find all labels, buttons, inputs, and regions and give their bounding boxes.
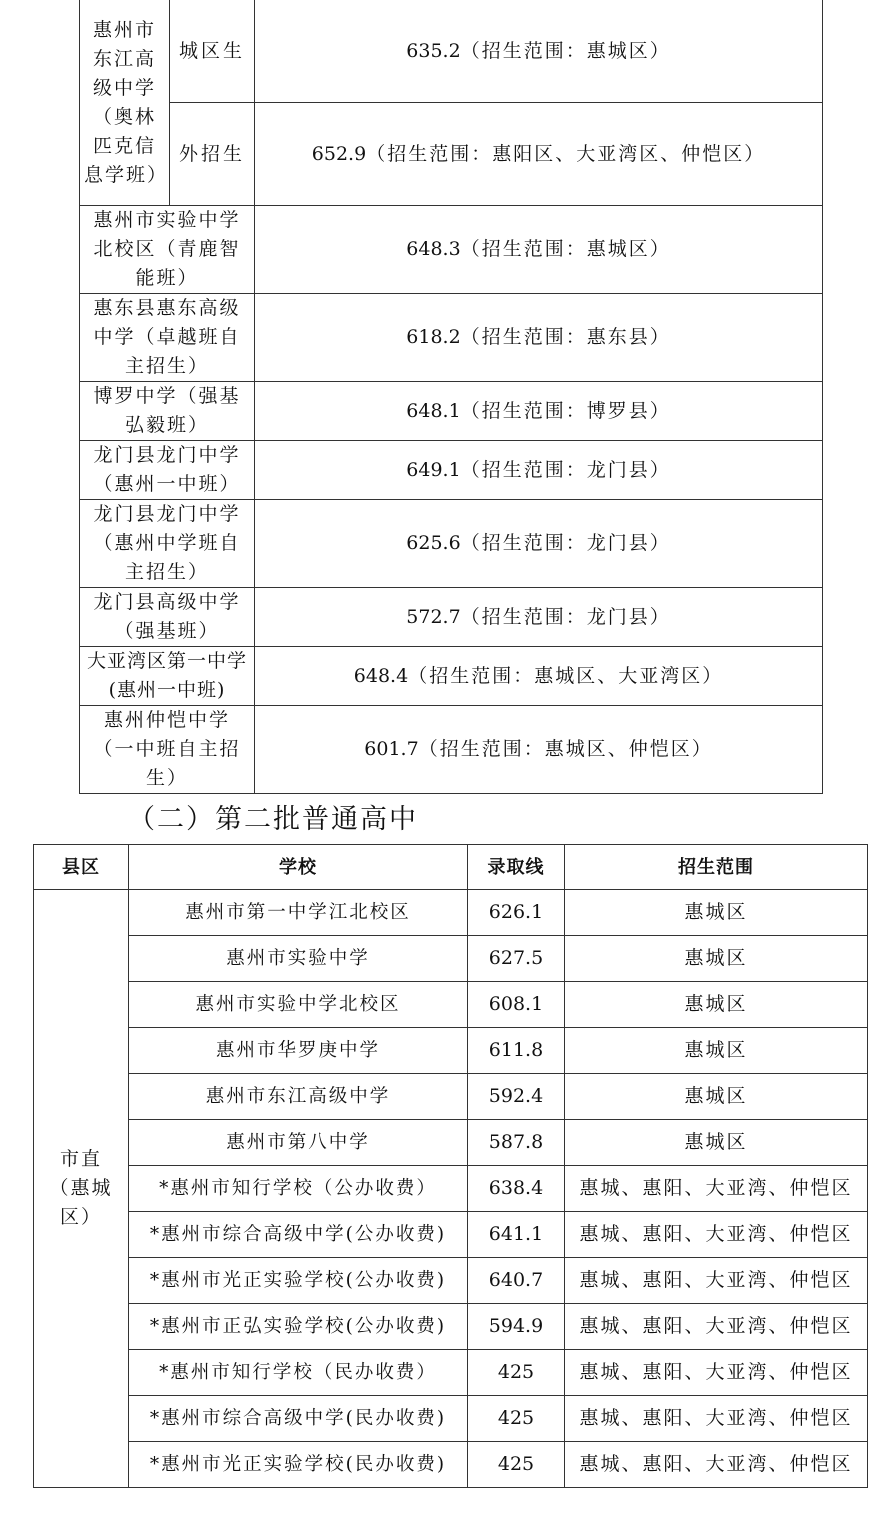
- range-text: （招生范围：龙门县）: [460, 605, 671, 628]
- range-text: （招生范围：惠城区、仲恺区）: [418, 738, 713, 760]
- score-value: 652.9: [311, 142, 367, 165]
- school-cell: 惠州市第一中学江北校区: [129, 890, 468, 936]
- range-text: （招生范围：惠城区、大亚湾区）: [408, 664, 724, 687]
- range-cell: 惠城区: [565, 1120, 868, 1166]
- score-value: 635.2: [406, 39, 461, 62]
- school-name-cell: 惠东县惠东高级中学（卓越班自主招生）: [80, 294, 255, 382]
- range-text: （招生范围：博罗县）: [460, 399, 671, 422]
- table-row: [80, 103, 823, 206]
- header-row: [34, 845, 868, 890]
- score-cell: 425: [468, 1396, 565, 1442]
- range-text: （招生范围：龙门县）: [460, 532, 671, 554]
- score-cell: 425: [468, 1350, 565, 1396]
- school-cell: 惠州市华罗庚中学: [129, 1028, 468, 1074]
- range-cell: 惠城、惠阳、大亚湾、仲恺区: [565, 1396, 868, 1442]
- score-cell: 638.4: [468, 1166, 565, 1212]
- score-range-cell: [255, 588, 823, 647]
- table-row: [34, 1120, 868, 1166]
- header-score: 录取线: [468, 845, 565, 890]
- score-cell: 626.1: [468, 890, 565, 936]
- score-value: 572.7: [406, 605, 461, 628]
- table-row: [34, 1166, 868, 1212]
- school-cell: 惠州市实验中学北校区: [129, 982, 468, 1028]
- school-cell: 惠州市第八中学: [129, 1120, 468, 1166]
- score-value: 648.1: [406, 399, 461, 422]
- table-row: [80, 0, 823, 103]
- school-cell: 惠州市东江高级中学: [129, 1074, 468, 1120]
- score-range-cell: [255, 706, 823, 794]
- score-range-cell: [255, 500, 823, 588]
- table-row: [80, 706, 823, 794]
- table-row: [34, 936, 868, 982]
- range-text: （招生范围：惠阳区、大亚湾区、仲恺区）: [366, 142, 766, 165]
- score-range-cell: [255, 441, 823, 500]
- table-row: [80, 500, 823, 588]
- range-text: （招生范围：惠东县）: [460, 326, 671, 348]
- table-row: [34, 1074, 868, 1120]
- school-name-cell: 龙门县龙门中学（惠州中学班自主招生）: [80, 500, 255, 588]
- table-row: [80, 441, 823, 500]
- score-cell: 587.8: [468, 1120, 565, 1166]
- table-row: [34, 1396, 868, 1442]
- table-row: [34, 1350, 868, 1396]
- score-cell: 592.4: [468, 1074, 565, 1120]
- table-row: [80, 206, 823, 294]
- school-name-cell: 惠州市实验中学北校区（青鹿智能班）: [80, 206, 255, 294]
- range-text: （招生范围：龙门县）: [460, 458, 671, 481]
- category-cell: 城区生: [170, 0, 255, 103]
- school-name-cell: 龙门县高级中学（强基班）: [80, 588, 255, 647]
- section-heading: （二）第二批普通高中: [128, 804, 418, 835]
- school-name-cell: 龙门县龙门中学（惠州一中班）: [80, 441, 255, 500]
- table-row: [34, 1442, 868, 1488]
- table-row: [80, 647, 823, 706]
- table-row: [34, 1212, 868, 1258]
- range-cell: 惠城、惠阳、大亚湾、仲恺区: [565, 1212, 868, 1258]
- score-value: 648.3: [406, 238, 461, 260]
- range-cell: 惠城区: [565, 890, 868, 936]
- range-text: （招生范围：惠城区）: [460, 39, 671, 62]
- range-cell: 惠城、惠阳、大亚湾、仲恺区: [565, 1304, 868, 1350]
- school-cell: *惠州市综合高级中学(公办收费): [129, 1212, 468, 1258]
- range-cell: 惠城区: [565, 1028, 868, 1074]
- score-cell: 627.5: [468, 936, 565, 982]
- score-cell: 611.8: [468, 1028, 565, 1074]
- score-value: 625.6: [406, 532, 461, 554]
- second-batch-table: [33, 844, 868, 1488]
- table-row: [34, 1258, 868, 1304]
- score-cell: 425: [468, 1442, 565, 1488]
- school-cell: *惠州市光正实验学校(公办收费): [129, 1258, 468, 1304]
- score-cell: 594.9: [468, 1304, 565, 1350]
- school-name-cell: 惠州仲恺中学（一中班自主招生）: [80, 706, 255, 794]
- school-name-cell: 大亚湾区第一中学(惠州一中班): [80, 647, 255, 706]
- score-value: 618.2: [406, 326, 461, 348]
- school-cell: *惠州市知行学校（公办收费）: [129, 1166, 468, 1212]
- score-value: 601.7: [364, 738, 419, 760]
- range-cell: 惠城区: [565, 982, 868, 1028]
- school-name-cell: 惠州市东江高级中学（奥林匹克信息学班）: [80, 0, 170, 206]
- county-cell: 市直（惠城区）: [34, 890, 129, 1488]
- table-row: [34, 890, 868, 936]
- table-row: [34, 1304, 868, 1350]
- score-range-cell: [255, 647, 823, 706]
- school-cell: *惠州市正弘实验学校(公办收费): [129, 1304, 468, 1350]
- score-value: 648.4: [353, 664, 409, 687]
- score-value: 649.1: [406, 458, 461, 481]
- score-cell: 608.1: [468, 982, 565, 1028]
- table-row: [34, 1028, 868, 1074]
- score-range-cell: [255, 0, 823, 103]
- table-row: [80, 588, 823, 647]
- category-cell: 外招生: [170, 103, 255, 206]
- range-text: （招生范围：惠城区）: [460, 238, 671, 260]
- range-cell: 惠城区: [565, 936, 868, 982]
- score-range-cell: [255, 382, 823, 441]
- range-cell: 惠城、惠阳、大亚湾、仲恺区: [565, 1442, 868, 1488]
- table-row: [34, 982, 868, 1028]
- score-range-cell: [255, 103, 823, 206]
- header-school: 学校: [129, 845, 468, 890]
- score-cell: 640.7: [468, 1258, 565, 1304]
- range-cell: 惠城、惠阳、大亚湾、仲恺区: [565, 1166, 868, 1212]
- school-cell: *惠州市光正实验学校(民办收费): [129, 1442, 468, 1488]
- score-cell: 641.1: [468, 1212, 565, 1258]
- school-name-cell: 博罗中学（强基弘毅班）: [80, 382, 255, 441]
- range-cell: 惠城、惠阳、大亚湾、仲恺区: [565, 1258, 868, 1304]
- range-cell: 惠城、惠阳、大亚湾、仲恺区: [565, 1350, 868, 1396]
- school-cell: 惠州市实验中学: [129, 936, 468, 982]
- table-row: [80, 382, 823, 441]
- header-county: 县区: [34, 845, 129, 890]
- score-range-cell: [255, 206, 823, 294]
- table-row: [80, 294, 823, 382]
- school-cell: *惠州市知行学校（民办收费）: [129, 1350, 468, 1396]
- school-cell: *惠州市综合高级中学(民办收费): [129, 1396, 468, 1442]
- score-range-cell: [255, 294, 823, 382]
- header-range: 招生范围: [565, 845, 868, 890]
- range-cell: 惠城区: [565, 1074, 868, 1120]
- first-batch-table: [79, 0, 823, 794]
